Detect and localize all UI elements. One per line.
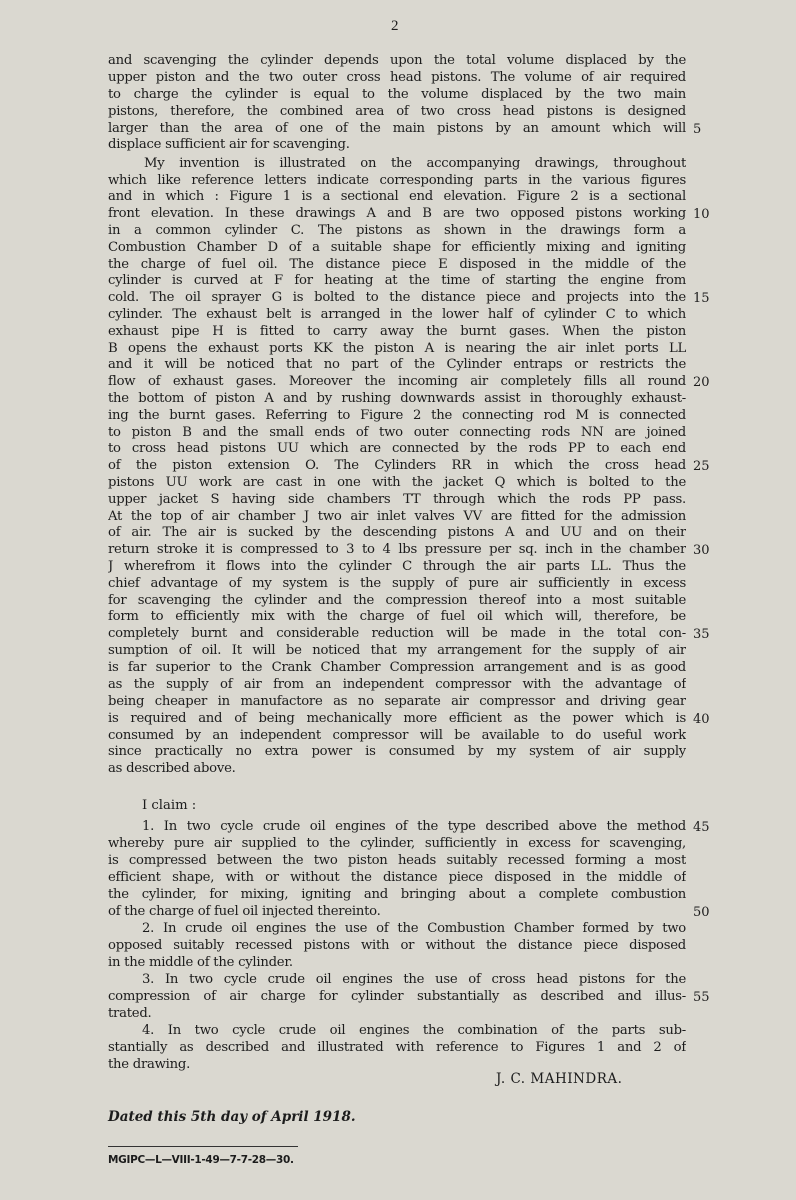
body-line: upper jacket S having side chambers TT through which the rods PP pass. [108,492,686,507]
body-line: and scavenging the cylinder depends upon the total volume displaced by the [108,53,686,68]
body-line: is far superior to the Crank Chamber Compression arrangement and is as good [108,660,686,675]
claim-line: the drawing. [108,1057,191,1072]
margin-line-number: 55 [693,990,710,1005]
body-line: to cross head pistons UU which are connected by the rods PP to each end [108,441,686,456]
body-line: chief advantage of my system is the supply of pure air sufficiently in excess [108,576,686,591]
body-line: upper piston and the two outer cross head pistons. The volume of air required [108,70,686,85]
claim-line: opposed suitably recessed pistons with or without the distance piece disposed [108,938,686,953]
body-line: to piston B and the small ends of two outer connecting rods NN are joined [108,425,686,440]
claim-line: in the middle of the cylinder. [108,955,293,970]
margin-line-number: 35 [693,627,710,642]
body-line: of air. The air is sucked by the descending pistons A and UU and on their [108,525,686,540]
footer-rule [108,1146,298,1147]
page-number: 2 [391,18,399,34]
claim-heading: I claim : [142,798,197,813]
body-line: as the supply of air from an independent compressor with the advantage of [108,677,686,692]
margin-line-number: 40 [693,712,710,727]
printer-mark: MGIPC—L—VIII-1-49—7-7-28—30. [108,1154,294,1166]
claim-line: compression of air charge for cylinder substantially as described and illus- [108,989,686,1004]
body-line: as described above. [108,761,236,776]
claim-line: 1. In two cycle crude oil engines of the type described above the method [142,819,686,834]
body-line: Combustion Chamber D of a suitable shape for efficiently mixing and igniting [108,240,686,255]
body-line: B opens the exhaust ports KK the piston A is nearing the air inlet ports LL [108,341,686,356]
body-line: for scavenging the cylinder and the compression thereof into a most suitable [108,593,686,608]
claim-line: is compressed between the two piston heads suitably recessed forming a most [108,853,686,868]
dated-line: Dated this 5th day of April 1918. [108,1109,356,1125]
claim-line: whereby pure air supplied to the cylinder, sufficiently in excess for scavenging, [108,836,686,851]
margin-line-number: 30 [693,543,710,558]
body-line: front elevation. In these drawings A and B are two opposed pistons working [108,206,686,221]
claim-line: efficient shape, with or without the distance piece disposed in the middle of [108,870,686,885]
body-line: J wherefrom it flows into the cylinder C through the air parts LL. Thus the [108,559,686,574]
body-line: the bottom of piston A and by rushing downwards assist in thoroughly exhaust- [108,391,686,406]
margin-line-number: 25 [693,459,710,474]
claim-line: 4. In two cycle crude oil engines the combination of the parts sub- [142,1023,686,1038]
claim-line: trated. [108,1006,152,1021]
claim-line: of the charge of fuel oil injected thereinto. [108,904,381,919]
body-line: pistons UU work are cast in one with the jacket Q which is bolted to the [108,475,686,490]
signature-name: J. C. MAHINDRA. [496,1071,623,1087]
body-line: completely burnt and considerable reduction will be made in the total con- [108,626,686,641]
margin-line-number: 45 [693,820,710,835]
margin-line-number: 15 [693,291,710,306]
body-line: being cheaper in manufactore as no separate air compressor and driving gear [108,694,686,709]
body-line: in a common cylinder C. The pistons as shown in the drawings form a [108,223,686,238]
body-line: the charge of fuel oil. The distance piece E disposed in the middle of the [108,257,686,272]
margin-line-number: 10 [693,207,710,222]
body-line: displace sufficient air for scavenging. [108,137,350,152]
body-line: since practically no extra power is consumed by my system of air supply [108,744,686,759]
body-line: My invention is illustrated on the accompanying drawings, throughout [144,156,686,171]
body-line: form to efficiently mix with the charge of fuel oil which will, therefore, be [108,609,686,624]
body-line: and in which : Figure 1 is a sectional end elevation. Figure 2 is a sectional [108,189,686,204]
margin-line-number: 20 [693,375,710,390]
claim-line: 3. In two cycle crude oil engines the use of cross head pistons for the [142,972,686,987]
body-line: flow of exhaust gases. Moreover the incoming air completely fills all round [108,374,686,389]
claim-line: the cylinder, for mixing, igniting and bringing about a complete combustion [108,887,686,902]
body-line: At the top of air chamber J two air inlet valves VV are fitted for the admission [108,509,686,524]
body-line: pistons, therefore, the combined area of two cross head pistons is designed [108,104,686,119]
body-line: sumption of oil. It will be noticed that my arrangement for the supply of air [108,643,686,658]
body-line: and it will be noticed that no part of the Cylinder entraps or restricts the [108,357,686,372]
margin-line-number: 50 [693,905,710,920]
body-line: consumed by an independent compressor will be available to do useful work [108,728,686,743]
claim-line: stantially as described and illustrated with reference to Figures 1 and 2 of [108,1040,686,1055]
body-line: exhaust pipe H is fitted to carry away the burnt gases. When the piston [108,324,686,339]
body-line: return stroke it is compressed to 3 to 4 lbs pressure per sq. inch in the chamber [108,542,686,557]
body-line: is required and of being mechanically more efficient as the power which is [108,711,686,726]
claim-line: 2. In crude oil engines the use of the Combustion Chamber formed by two [142,921,686,936]
body-line: of the piston extension O. The Cylinders RR in which the cross head [108,458,686,473]
body-line: cylinder. The exhaust belt is arranged in the lower half of cylinder C to which [108,307,686,322]
body-line: cylinder is curved at F for heating at the time of starting the engine from [108,273,686,288]
body-line: which like reference letters indicate corresponding parts in the various figures [108,173,686,188]
body-line: larger than the area of one of the main pistons by an amount which will [108,121,686,136]
body-line: cold. The oil sprayer G is bolted to the distance piece and projects into the [108,290,686,305]
body-line: to charge the cylinder is equal to the volume displaced by the two main [108,87,686,102]
margin-line-number: 5 [693,122,702,137]
body-line: ing the burnt gases. Referring to Figure 2 the connecting rod M is connected [108,408,686,423]
